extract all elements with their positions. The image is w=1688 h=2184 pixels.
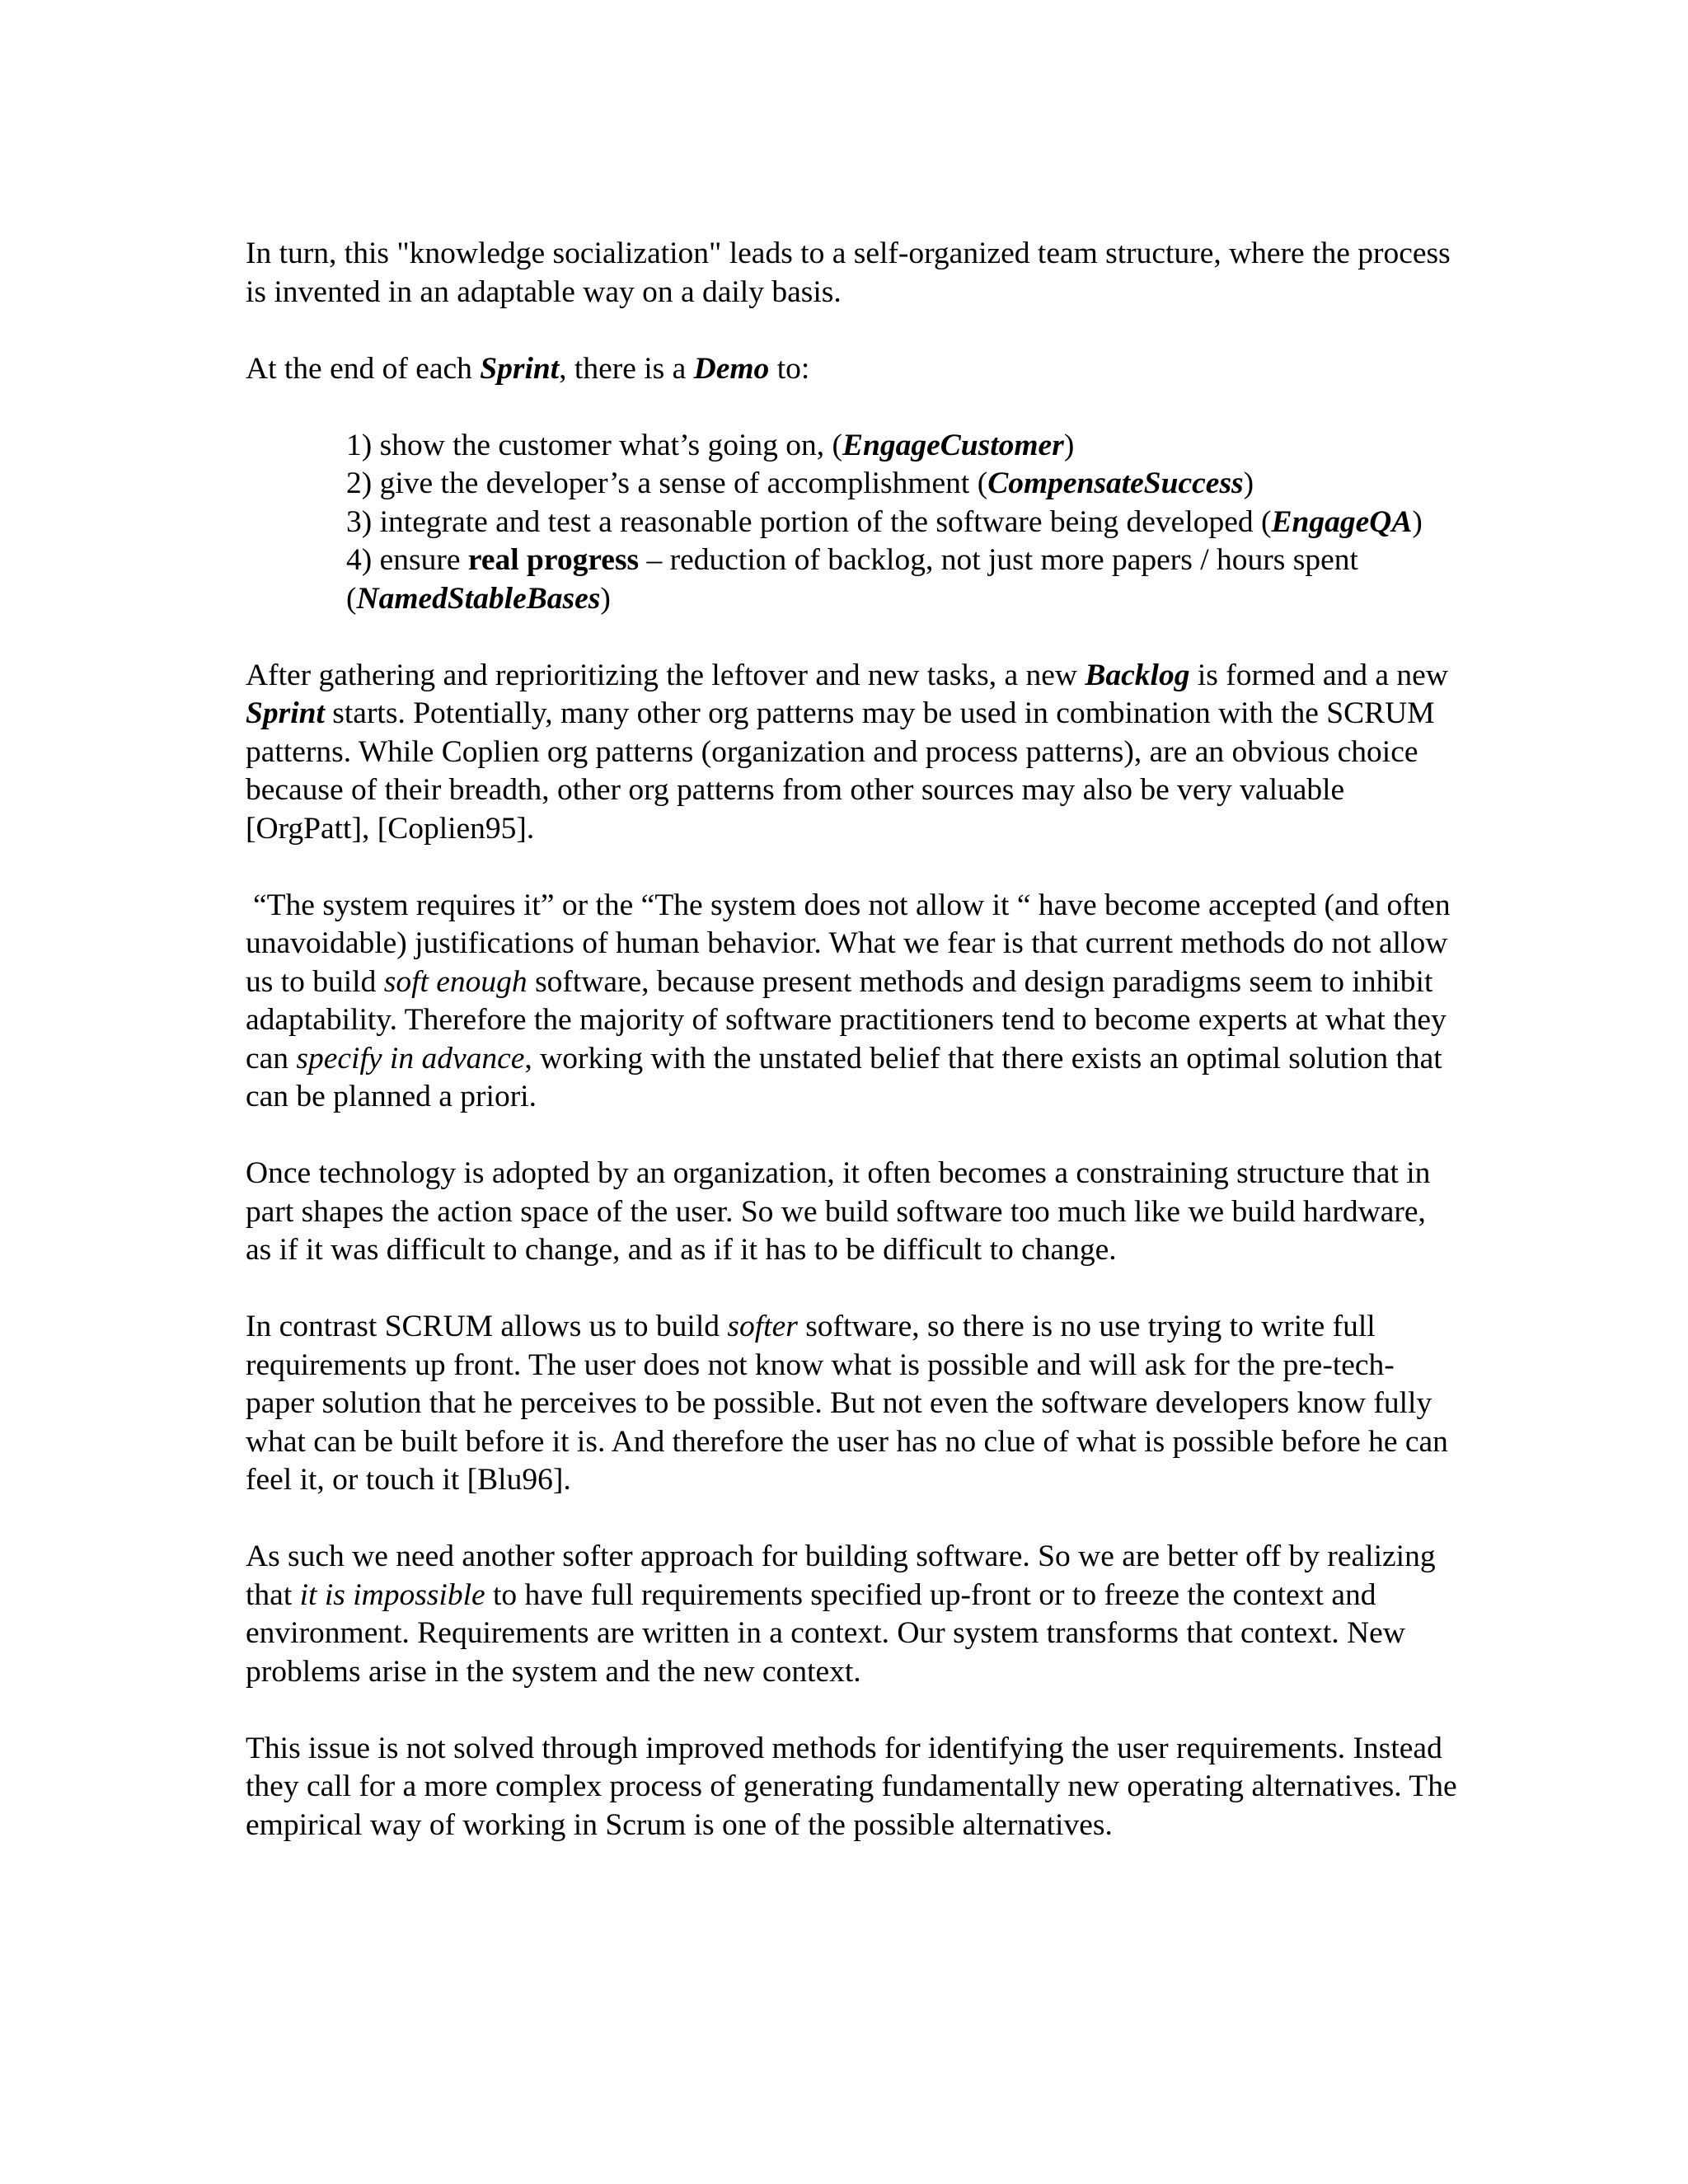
text-run: 1) show the customer what’s going on, ( xyxy=(346,428,842,462)
text-run: , working with the unstated belief that there exists an optimal solution that can be planned a priori. xyxy=(246,1041,1442,1113)
text-run: software, so there is no use trying to write full requirements up front. The user does not know what is possible and will ask for the pre-tech-paper solution that he perceives to be possible. But not even the software developers know fully what can be built before it is. And therefore the user has no clue of what is possible before he can feel it, or touch it [Blu96]. xyxy=(246,1310,1448,1497)
text-run: , there is a xyxy=(559,351,694,386)
text-run: – reduction of backlog, not just more papers / hours spent ( xyxy=(346,543,1358,616)
text-run: 3) integrate and test a reasonable portion of the software being developed ( xyxy=(346,504,1272,539)
term-demo: Demo xyxy=(693,351,770,386)
paragraph-softer-approach xyxy=(246,1538,1457,1691)
emphasis-it-is-impossible: it is impossible xyxy=(299,1577,485,1612)
term-backlog: Backlog xyxy=(1085,658,1190,692)
paragraph-empirical-way: This issue is not solved through improved methods for identifying the user requirements. Instead they call for a more complex process of generating fundamentally new operating alternatives. The empirical way of working in Scrum is one of the possible alternatives. xyxy=(246,1731,1457,1842)
text-run: ) xyxy=(1063,428,1075,462)
text-run: At the end of each xyxy=(246,351,481,386)
emphasis-specify-in-advance: specify in advance xyxy=(296,1041,525,1076)
term-sprint: Sprint xyxy=(246,696,325,730)
text-run: ) xyxy=(600,581,611,616)
paragraph-sprint-demo-intro xyxy=(246,350,1457,389)
paragraph-softer-software xyxy=(246,1308,1457,1500)
text-run: ) xyxy=(1412,504,1423,539)
list-item xyxy=(346,541,1457,618)
pattern-name: CompensateSuccess xyxy=(987,466,1244,500)
text-run: software, because present methods and design paradigms seem to inhibit adaptability. Therefore the majority of software practitioners tend to become experts at what they can xyxy=(246,964,1447,1076)
text-run: 4) ensure xyxy=(346,543,468,577)
emphasis-soft-enough: soft enough xyxy=(383,964,528,999)
document-body xyxy=(246,235,1457,1883)
text-run: In contrast SCRUM allows us to build xyxy=(246,1310,728,1343)
text-run: starts. Potentially, many other org patterns may be used in combination with the SCRUM patterns. While Coplien org patterns (organization and process patterns), are an obvious choice because of their breadth, other org patterns from other sources may also be very valuable [OrgPatt], [Coplien95]. xyxy=(246,696,1435,846)
list-item xyxy=(346,465,1457,504)
text-run: ) xyxy=(1243,466,1254,500)
paragraph-knowledge-socialization: In turn, this "knowledge socialization" leads to a self-organized team structure, where the process is invented in an adaptable way on a daily basis. xyxy=(246,237,1451,309)
text-run: After gathering and reprioritizing the leftover and new tasks, a new xyxy=(246,658,1085,692)
emphasis-softer: softer xyxy=(727,1310,798,1343)
pattern-name: EngageQA xyxy=(1271,504,1413,539)
list-item xyxy=(346,427,1457,466)
list-item xyxy=(346,504,1457,542)
text-run: 2) give the developer’s a sense of accomplishment ( xyxy=(346,466,988,500)
text-run: is formed and a new xyxy=(1189,658,1448,692)
text-run: to: xyxy=(769,351,810,386)
emphasis-real-progress: real progress xyxy=(467,543,640,577)
term-sprint: Sprint xyxy=(480,351,560,386)
text-run: to have full requirements specified up-front or to freeze the context and environment. Requirements are written in a context. Our system transforms that context. New problems arise in the system and the new context. xyxy=(246,1577,1405,1689)
paragraph-system-requires-it xyxy=(246,887,1457,1117)
text-run: “The system requires it” or the “The system does not allow it “ have become accepted (and often unavoidable) justifications of human behavior. What we fear is that current methods do not allow us to build xyxy=(246,888,1451,999)
paragraph-technology-adoption: Once technology is adopted by an organization, it often becomes a constraining structure that in part shapes the action space of the user. So we build software too much like we build hardware, as if it was difficult to change, and as if it has to be difficult to change. xyxy=(246,1156,1431,1267)
pattern-name: NamedStableBases xyxy=(356,581,601,616)
demo-goals-list xyxy=(246,427,1457,619)
text-run: As such we need another softer approach for building software. So we are better off by realizing that xyxy=(246,1540,1436,1612)
paragraph-backlog xyxy=(246,657,1457,849)
pattern-name: EngageCustomer xyxy=(842,428,1064,462)
